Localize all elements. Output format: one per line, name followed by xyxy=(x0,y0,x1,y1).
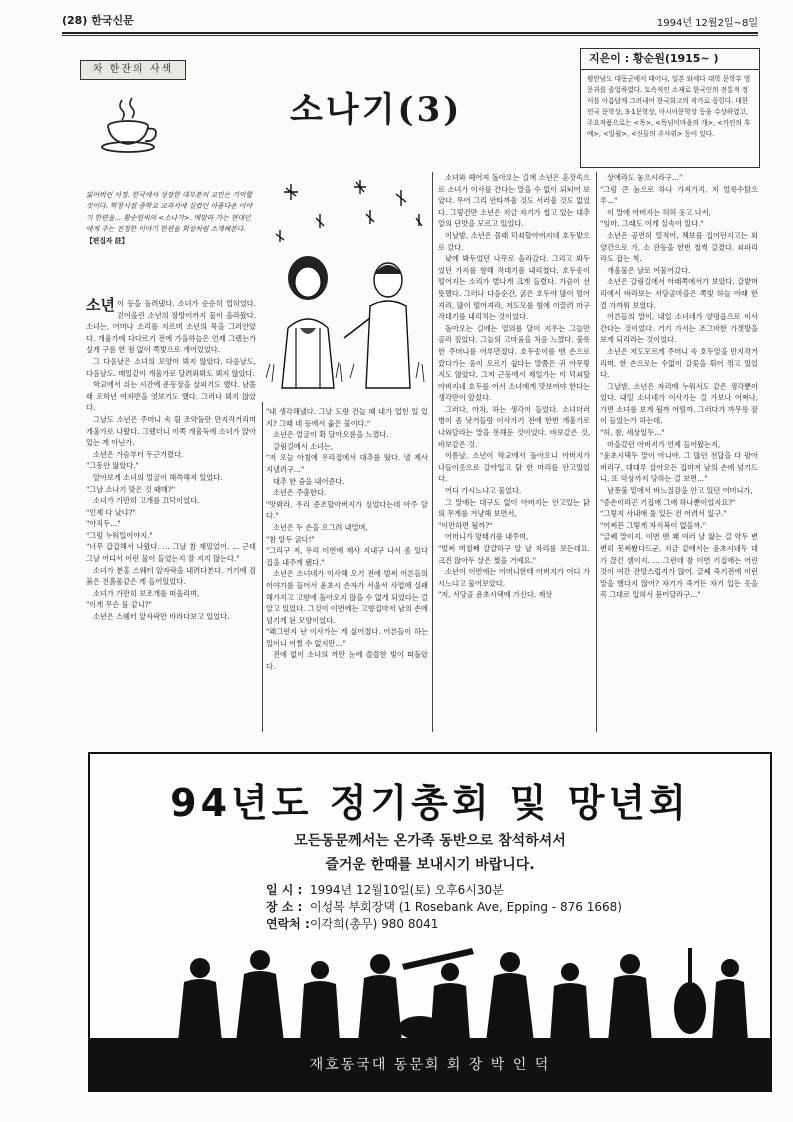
ad-detail-value: 이각희(총무) 980 8041 xyxy=(310,917,439,931)
paragraph: "내 생각해냈다. 그날 도랑 건늘 때 내가 업힌 일 있지? 그때 네 등에서 옮은 물이다." xyxy=(266,407,428,428)
paragraph: 소년은 두 손을 오그려 내밀며, xyxy=(273,522,368,532)
paragraph: 학교에서 쉬는 시간에 운동장을 살피기도 했다. 남몰래 오학년 여자반을 엿보기도 했다. 그러나 뵈지 않았다. xyxy=(86,380,256,413)
ad-headline: 94년도 정기총회 및 망년회 xyxy=(170,781,690,825)
paragraph: 소년은 주춤한다. xyxy=(273,488,327,498)
paragraph: "아직두…" xyxy=(86,519,121,529)
page-label: (28) 한국신문 xyxy=(62,14,134,27)
author-name: 지은이 : 황순원(1915~ ) xyxy=(581,49,759,70)
article-column-4 xyxy=(600,172,758,601)
ad-detail-label: 연락처 : xyxy=(266,917,310,931)
paragraph: 소년은 얼굴이 확 달아오름을 느꼈다. xyxy=(273,430,389,440)
paragraph: 소년은 소녀네가 이사해 오기 전에 벌써 어른들의 이야기를 들어서 윤초시 손자가 서울서 사업에 실패해가지고 고향에 돌아오지 않을 수 없게 되었다는 걸 알고 있었다. 그것이 이번에는 고향집마저 남의 손에 넘기게 된 모양이었다. xyxy=(266,569,428,625)
paragraph: 어머니가 망태기를 내주며, xyxy=(445,532,529,542)
issue-date: 1994년 12월2일~8일 xyxy=(656,18,758,29)
paragraph: "그럼 큰 놈으로 하나 가져가지, 저 얼룩수탉으루…" xyxy=(600,184,758,206)
paragraph: 소년은 스웨터 앞자락만 바라다보고 있었다. xyxy=(93,612,230,622)
paragraph: 어른들의 말이, 내일 소녀네가 양평읍으로 이사간다는 것이었다. 거기 가서는 조그마한 가겟방을 보게 되리라는 것이었다. xyxy=(600,312,758,345)
musicians-silhouette-icon xyxy=(170,938,770,1042)
ad-detail-label: 일 시 : xyxy=(266,883,303,897)
paragraph: "이게 무슨 물 같니?" xyxy=(86,600,152,610)
paragraph: "저 오늘 아침에 우리집에서 대추를 땄다. 낼 제사 지낼려구…" xyxy=(266,453,428,474)
column-rule xyxy=(596,172,597,732)
coffee-cup-icon xyxy=(100,96,164,154)
paragraph: "왜그런지 난 이사가는 게 싫어졌다. 어른들이 하는 일이니 어쩔 수 없지만…" xyxy=(266,627,428,648)
paragraph: 소년은 공연히 열적어, 책보를 집어던지고는 외양간으로 가, 소 잔등을 한번 철썩 갈겼다. 쇠파리라도 잡는 척. xyxy=(600,230,758,264)
paragraph: 전에 없이 소녀의 까만 눈에 쓸쓸한 빛이 떠돌았다. xyxy=(266,650,428,672)
paragraph: 어디 가시느냐고 물었다. xyxy=(445,486,522,496)
ad-detail-row xyxy=(266,882,622,899)
paragraph: "그럼 누워있어야지." xyxy=(86,530,153,540)
paragraph: 마을갔던 아버지가 언제 들어왔는지, xyxy=(607,439,721,449)
ad-detail-row xyxy=(266,899,622,916)
paragraph: 소녀가 분홍 스웨터 앞자락을 내려다본다. 거기에 검붉은 진흙물같은 게 들어있었다. xyxy=(86,565,256,587)
paragraph: "이만하면 될까?" xyxy=(438,520,493,530)
paragraph: "저, 서당골 윤초시댁에 가신다. 제삿 xyxy=(438,590,553,600)
paragraph: 소년은 갈림길에서 아래쪽에서가 보았다. 갈밭머리에서 바라보는 서당골마을은 쪽빛 하늘 아래 한결 가까워 보였다. xyxy=(600,277,758,310)
paragraph: 소녀가 가만히 보조개를 떠올리며, xyxy=(93,588,200,598)
paragraph: 대추 한 줌을 내어준다. xyxy=(273,476,345,486)
paragraph: "글쎄 말이지. 이번 앤 꽤 여러 날 앓는 걸 약두 변변히 못써봤다드군, 지금 같애서는 윤초시네두 대가 끊긴 셈이지. … 그런데 참 이번 기집애는 어린 것이 여간 잔망스럽지가 않어. 글쎄 죽기전에 이런 말을 했다지 않어? 자기가 죽거든 자기 입든 옷을 꼭 그대로 입혀서 묻어달라구…" xyxy=(600,532,758,600)
paragraph: 소년이 이번에는 어머니한테 아버지가 어디 가시느냐고 물어보았다. xyxy=(438,567,590,588)
article-column-3 xyxy=(438,172,590,601)
author-box xyxy=(580,48,760,168)
paragraph: "윤초시댁두 말이 아니야. 그 많던 전답을 다 팔아버리구, 대대루 살아오든 집마저 남의 손에 넘기드니, 또 악상까지 당하는 걸 보면…" xyxy=(600,451,758,484)
ad-invite-line: 즐거운 한때를 보내시기 바랍니다. xyxy=(325,857,535,873)
paragraph: "허, 참, 세상일두…" xyxy=(600,428,665,438)
paragraph: "너무 갑갑해서 나왔다. … 그날 참 재밌었어. … 근데 그날 어디서 이런 물이 들었는지 잘 지지 않는다." xyxy=(86,542,256,564)
paragraph: 그날도 소년은 주머니 속 흰 조약돌만 만지작거리며 개울가로 나왔다. 그랬더니 이쪽 개울둑에 소녀가 앉아있는 게 아닌가. xyxy=(86,414,256,448)
page-header xyxy=(62,8,758,34)
ad-signature: 재호동국대 동문회 회 장 박 인 덕 xyxy=(309,1057,551,1073)
article-title: 소나기(3) xyxy=(290,90,463,130)
paragraph: 그날밤, 소년은 자리에 누워서도 같은 생각뿐이었다. 내일 소녀네가 이사가는 걸 가보나 어쩌나, 가면 소녀를 보게 될까 어떨까. 그러다가 까무룩 잠이 들었는가 하는데, xyxy=(600,381,758,426)
column-rule xyxy=(262,402,263,732)
paragraph: "참 알두 굵다!" xyxy=(266,534,315,544)
ad-detail-value: 1994년 12월10일(토) 오후6시30분 xyxy=(310,883,504,897)
ad-detail-row xyxy=(266,916,622,933)
paragraph: 소년은 가슴부터 두근거렸다. xyxy=(93,449,184,459)
story-illustration xyxy=(266,178,432,400)
paragraph: 이튿날, 소년이 학교에서 돌아오니 아버지가 나들이옷으로 갈아입고 닭 한 마리를 안고있었다. xyxy=(438,451,590,484)
paragraph: 낮에 봐두었던 나무로 올라갔다. 그리고 봐두었던 가지를 향해 작대기를 내리쳤다. 호두송이 떨어지는 소리가 별나게 크게 들렸다. 가슴이 선뜻했다. 그러나 다음순간, 굵은 호두야 많이 떨어져라, 많이 떨어져라, 저도모를 힘에 이끌려 마구 작대기를 내리치는 것이었다. xyxy=(438,254,590,322)
editor-intro xyxy=(86,190,256,247)
alumni-event-ad xyxy=(88,752,772,1092)
paragraph: 그 다음날은 소녀의 모양이 뵈지 않았다. 다음날도, 다음날도. 매일같이 개울가로 달려와봐도 뵈지 않았다. xyxy=(86,356,256,378)
paragraph: 소녀가 가만히 고개를 끄덕이었다. xyxy=(93,496,200,506)
article-column-2 xyxy=(266,406,428,673)
header-rule xyxy=(62,35,758,36)
paragraph: 이 등을 돌려댔다. 소녀가 순순히 업히었다. 걷어올린 소년의 잠방이까지 물이 올라왔다. 소녀는, 어머나 소리를 지르며 소년의 목을 그러안았다. 개울가에 다다르기 전에 가을하늘은 언제 그랬는가 싶게 구름 한 점 없이 쪽빛으로 개어있었다. xyxy=(86,299,256,355)
paragraph: 그 말에는 대구도 없이 아버지는 안고있는 닭의 무게를 겨냥해 보면서, xyxy=(438,497,590,519)
article-column-1 xyxy=(86,298,256,623)
paragraph: 갈림길에서 소녀는, xyxy=(273,441,334,451)
paragraph: 소년은 저도모르게 주머니 속 호두알을 만지작거리며, 한 손으로는 수없이 갈꽃을 휘어 꺾고 있었다. xyxy=(600,346,758,380)
series-label: 차 한잔의 사색 xyxy=(80,60,186,80)
column-rule xyxy=(432,172,433,732)
paragraph: 상에라도 놓으시라구…" xyxy=(607,173,683,182)
paragraph: "그날 소나기 맞은 것 때매?" xyxy=(86,484,176,494)
intro-text: 잃어버린 서정. 한국에서 성장한 대부분의 교민은 기억할 것이다. 학창시절 중학교 교과서에 실렸던 아름다운 이야기 한편을… 황순원씨의 <소나기>. 메말라 가는 현대인에게 주는 진정한 이야기 한편을 회상처럼 소개해본다. xyxy=(86,191,253,234)
paragraph: 그러다, 아차, 하는 생각이 들었다. 소녀더러 병이 좀 낫거들랑 이사가기 전에 한번 개울가로 나와달라는 말을 못해둔 것이었다. 바보같은 것, 바보같은 것. xyxy=(438,404,590,449)
drop-cap-word: 소년 xyxy=(86,296,115,314)
paragraph: 이날밤, 소년은 몰래 덕쇠할아버지네 호두밭으로 갔다. xyxy=(438,230,590,252)
paragraph: "벌써 며칠째 걀걀하구 알 날 자리를 보든데요. 크진 않아두 살은 쪘을 거예요." xyxy=(438,544,590,565)
paragraph: 소녀와 헤어져 돌아오는 길에 소년은 혼잣속으로 소녀가 이사를 간다는 말을 수 없이 되뇌어 보았다. 무어 그리 안타까울 것도 서러울 것도 없었다. 그렇건만 소년은 지금 자기가 씹고 있는 대추알의 단맛을 모르고 있었다. xyxy=(438,173,590,229)
paragraph: 이 말에 아버지는 허허 웃고 나서, xyxy=(607,207,711,217)
ad-detail-value: 이성복 부회장댁 (1 Rosebank Ave, Epping - 876 1668) xyxy=(310,900,622,914)
paragraph: 알아보게 소녀의 얼굴이 해쓱해져 있었다. xyxy=(93,472,223,482)
author-bio: 평안남도 대동군에서 태어나, 일본 와세다 대학 문학부 영문과를 졸업하였다. 토속적인 소재로 한국인의 전통적 정서를 아름답게 그려내어 한국화고의 작가로 꼽힌다. 대한민국 문학상, 3·1문학상, 아시아문학상 등을 수상하였고, 주요작품으로는 <목>, <목넘이마을의 개>, <카인의 후예>, <일월>, <신들의 주사위> 등이 있다. xyxy=(587,75,751,138)
paragraph: "그리구 저, 우리 이번에 제사 지내구 나서 좀 있다 집을 내주게 됐다." xyxy=(266,546,428,567)
paragraph: 남폿불 밑에서 바느질감을 안고 있던 어머니가, xyxy=(607,486,753,496)
paragraph: "그동안 앓았다." xyxy=(86,461,139,471)
paragraph: "그렇지 사내애 둘 있든 건 어려서 잃구." xyxy=(600,509,727,519)
ad-invite-line: 모든동문께서는 온가족 동반으로 참석하셔서 xyxy=(294,833,566,849)
paragraph: "어쩌믄 그렇게 자식복이 없을까." xyxy=(600,520,707,530)
paragraph: "증손이라곤 기집애 그애 하나뿐이었지요?" xyxy=(600,497,736,507)
paragraph: "인제 다 났냐?" xyxy=(86,507,136,517)
ad-event-details xyxy=(266,882,622,933)
paragraph: 개울물은 날로 여물어갔다. xyxy=(607,265,691,275)
paragraph: 돌아오는 길에는 열의를 달이 지우는 그늘만 골라 짚었다. 그늘의 고마움을 처음 느꼈다. 불룩한 주머니를 어루만졌다. 호두송이를 맨 손으로 깠다가는 옴이 오르기 쉽다는 말쯤은 귀 아무렇지도 않았다. 그저 근동에서 제일가는 이 덕쇠할아버지네 호두를 어서 소녀에게 맛보여야 한다는 생각만이 앞섰다. xyxy=(438,323,590,403)
paragraph: "맛봐라, 우리 증조할아버지가 심었다는데 아주 달다." xyxy=(266,499,428,521)
ad-detail-label: 장 소 : xyxy=(266,900,303,914)
editor-tag: 【편집자 註】 xyxy=(86,236,129,245)
paragraph: "임마, 그래도 이게 실속이 있다." xyxy=(600,219,704,229)
